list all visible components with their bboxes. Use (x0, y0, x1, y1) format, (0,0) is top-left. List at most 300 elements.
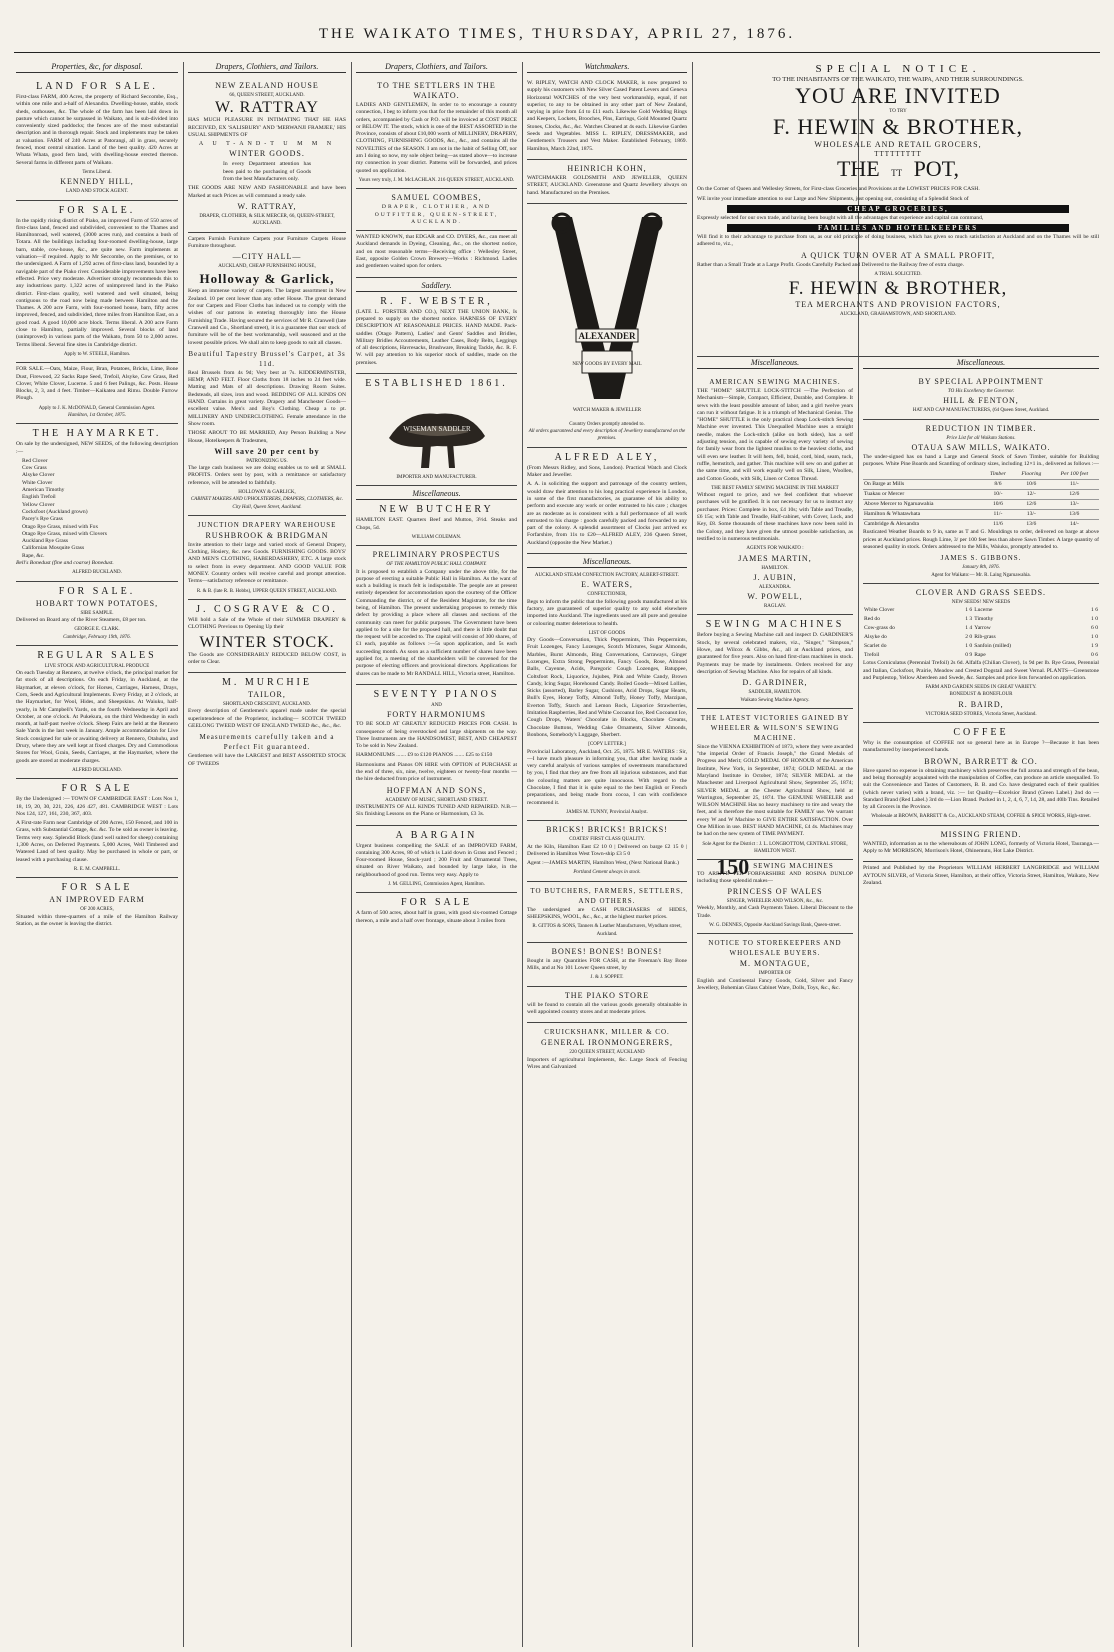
table-cell: 6 0 (1091, 625, 1098, 632)
ad-tail: Waikato Sewing Machine Agency. (740, 697, 810, 703)
ad-patron: PATRONIZING US. (246, 458, 288, 464)
ad-cosgrave (188, 600, 346, 673)
newspaper-title: THE WAIKATO TIMES, THURSDAY, APRIL 27, 1876. (318, 26, 796, 42)
table-cell: White Clover (864, 607, 895, 614)
ad-caption: Country Orders promptly attended to. (569, 421, 645, 427)
ad-title: COFFEE (953, 727, 1009, 739)
seed-list-item: English Trefoil (22, 494, 56, 501)
ad-carpets: Carpets Furnish Furniture Carpets your Furniture Carpets House Furniture throughout. (188, 235, 346, 249)
ad-regular-sales (16, 646, 178, 779)
ad-waters-confectioner (527, 554, 687, 821)
ad-bonedust: BONEDUST & BONEFLOUR (949, 692, 1013, 698)
ad-tail: Importers of agricultural Implements, &c. Large Stock of Fencing Wires and Galvanized (527, 1056, 687, 1070)
ad-public-hall-prospectus (356, 546, 517, 685)
table-cell: Yarrow (974, 625, 991, 632)
ad-body: Bought in any Quantities FOR CASH, at the Freeman's Bay Bone Mills, and at No 101 Lower Queen street, by (527, 957, 687, 972)
ad-title: REDUCTION IN TIMBER. (925, 423, 1037, 433)
hewin-express: Expressly selected for our own trade, and having been bought with all the advantages that experience and capital can command, (697, 214, 984, 221)
ad-body: LADIES AND GENTLEMEN, In order to to encourage a country connection, I beg to inform you that for the remainder of this month all orders, accompanied by Cash or P.O. will be invoiced at COST PRICE or BELOW IT. The stock, which is one of the BEST ASSORTED in the Province, consists of about £10,000 worth of MILLINERY, DRAPERY, CLOTHING, FURNISHING GOODS, &c., &c., and contains all the NOVELTIES of the SEASON. I am not in the habit of Selling Off, nor am I doing so now, my sole object being—as stated above—to increase my connection in your district. Patterns will be forwarded, and prices quoted on application. (356, 102, 517, 174)
ad-title: FOR SALE (61, 783, 133, 795)
ad-body: Without regard to price, and we feel confident that whoever purchases will be gratified. It is not necessary for us to instruct any purchaser. Prices: Complete in box, £4 10s; with Table and Treadle, £6 15s; with Table and Treadle, Half-cabinet, with Cover, Lock, and Key, £8. Some thousands of these machines have now been sold in the Colony, and they have given the utmost possible satisfaction, as testified to in numerous testimonials. (697, 492, 853, 542)
hewin-corner: On the Corner of Queen and Wellesley Streets, for First-class Groceries and Provisions at the LOWEST PRICES FOR CASH. (697, 186, 980, 193)
ad-signature: W. G. DENNES, Opposite Auckland Savings Bank, Queen-street. (709, 923, 841, 929)
ad-signature: W. RATTRAY, (237, 201, 297, 211)
table-cell: Cambridge & Alexandra (863, 520, 983, 530)
ad-signature: WILLIAM COLEMAN. (411, 534, 462, 540)
ad-body: A. A. in soliciting the support and patronage of the country settlers, would draw their attention to his long practical experience in London, in some of the first manufactories, as guarantee of his ability to perform and execute any work or order entrusted to his care ; charges are as moderate as is consistent with a full performance of all work entrusted to his charge : goods carefully packed and forwarded to any part of the colony. A splendid assortment of Clocks just arrived ex Forfarshire, from 11s to £20—ALFRED ALEY, 236 Queen Street, Auckland (opposite the New Market.) (527, 481, 687, 546)
ad-tail: Gentlemen will have the LARGEST and BEST ASSORTED STOCK OF TWEEDS (188, 753, 346, 767)
ad-body: HAMILTON EAST. Quarters Beef and Mutton, 3½d. Steaks and Chops, 5d. (356, 517, 517, 531)
table-cell: Timothy (974, 616, 994, 623)
ad-title: MISSING FRIEND. (940, 829, 1022, 839)
ad-advertiser: RUSHBROOK & BRIDGMAN (205, 530, 329, 540)
ad-missing-friend (863, 826, 1099, 863)
table-cell: 8/6 (983, 480, 1013, 490)
ad-wiseman-saddler (356, 374, 517, 486)
ad-body: Will hold a Sale of the Whole of their SUMMER DRAPERY & CLOTHING Previous to Opening Up their (188, 616, 346, 631)
ad-title: BONES! BONES! BONES! (551, 946, 663, 956)
seed-list-item: Otago Rye Grass, mixed with Clovers (22, 530, 107, 537)
ad-and: AND (431, 702, 442, 708)
ad-title: NEW BUTCHERY (379, 504, 494, 516)
teapot-the: THE (836, 156, 880, 182)
families-banner: FAMILIES AND HOTELKEEPERS (727, 224, 1069, 232)
table-row (863, 520, 1099, 530)
seed-list-item: Californian Mosquite Grass (22, 545, 85, 552)
ad-tail: The large cash business we are doing enables us to sell at SMALL PROFITS. Orders sent by post, with a remittance or satisfactory reference, will be attended to faithfully. (188, 465, 346, 486)
ad-american-sewing (697, 373, 853, 615)
table-row (863, 651, 1099, 660)
ad-montague (697, 934, 853, 998)
teapot-line (697, 158, 1099, 186)
table-row (863, 510, 1099, 520)
ad-title: SEWING MACHINES (753, 862, 834, 871)
ad-body: WATCHMAKER GOLDSMITH AND JEWELLER, QUEEN STREET, AUCKLAND. Greenstone and Quartz Jewellery always on hand. Manufactured on the Premises. (527, 174, 687, 196)
ad-banner: NEW ZEALAND HOUSE (215, 81, 319, 90)
seed-price-table (863, 606, 1099, 660)
ad-150-sewing-machines (697, 860, 853, 934)
table-cell: Alsyke do (864, 634, 887, 641)
imprint (863, 862, 1099, 893)
seed-list-item: Pacey's Rye Grass (22, 516, 63, 523)
ad-body: Since the VIENNA EXHIBITION of 1873, where they were awarded "the imperial Order of Francis Joseph," the Grand Medals of Progress and Merit; GOLD MEDAL OF HONOUR of the American Institute, New York, in September, 1874; GOLD MEDAL at the Maryland Institute in October, 1874; SILVER MEDAL at the Manchester and Liverpool Agricultural Show, September 25, 1874; SILVER MEDAL at the Chester Agricultural Show, held at Warrington, September 25, 1874. The GENUINE WHEELER and WILSON MACHINE Has no heavy machinery to tire and weary the feet, and is therefore the most suitable for FAMILY use. We warrant every W and W Machine to GIVE ENTIRE SATISFACTION. Over One Million in use. BEST HAND MACHINE, £4 4s. Machines may be had on the new system of TIME PAYMENT. (697, 743, 853, 838)
ad-address: 220 QUEEN STREET, AUCKLAND (569, 1050, 645, 1056)
you-are-invited: YOU ARE INVITED (795, 83, 1001, 108)
table-cell: 10/- (983, 490, 1013, 500)
table-row (863, 490, 1099, 500)
ad-subtitle: OF THE HAMILTON PUBLIC HALL COMPANY. (386, 562, 487, 568)
ad-signature: J. & J. SOPPET. (590, 975, 624, 981)
princess-of-wales: PRINCESS OF WALES (727, 887, 823, 897)
table-row (863, 633, 1099, 642)
ad-advertiser: ALFRED BUCKLAND. (72, 570, 122, 576)
trial-solicited: A TRIAL SOLICITED. (874, 272, 922, 278)
ad-title: SEVENTY PIANOS (373, 688, 500, 700)
cheap-groceries-banner: CHEAP GROCERIES, (727, 205, 1069, 213)
ad-samuel-coombes (356, 189, 517, 231)
hewin-role: WHOLESALE AND RETAIL GROCERS, (814, 140, 982, 150)
ad-advertiser: OTAUA SAW MILLS, WAIKATO. (911, 442, 1051, 452)
ad-advertiser: KENNEDY HILL, (60, 177, 134, 187)
ad-gardiner-sewing (697, 615, 853, 708)
ad-title: LAND FOR SALE. (36, 81, 158, 92)
ad-advertiser: ALFRED BUCKLAND. (72, 767, 122, 773)
ad-body: DRAPER, CLOTHIER, AND OUTFITTER, QUEEN-STREET, AUCKLAND. (374, 204, 499, 225)
ad-tail: Weekly, Monthly, and Cash Payments Taken. Liberal Discount to the Trade. (697, 905, 853, 919)
quick-turn-over: A QUICK TURN OVER AT A SMALL PROFIT, (801, 250, 995, 260)
special-notice-to: TO THE INHABITANTS OF THE WAIKATO, THE WAIPA, AND THEIR SURROUNDINGS. (772, 76, 1024, 83)
ad-subtitle: FORTY HARMONIUMS (386, 710, 486, 720)
ad-subtitle: LIVE STOCK AND AGRICULTURAL PRODUCE (44, 663, 150, 669)
table-cell: Hamilton & Whatawhata (863, 510, 983, 520)
table-cell: 13/6 (1013, 520, 1050, 530)
agent-name: J. AUBIN, (753, 572, 797, 582)
ad-number: 150 (716, 860, 750, 880)
hewin-places: AUCKLAND, GRAHAMSTOWN, AND SHORTLAND. (840, 312, 956, 318)
ad-address: SHORTLAND CRESCENT, AUCKLAND. (223, 702, 311, 708)
ad-subtitle: Price List for all Waikato Stations. (946, 435, 1016, 441)
table-row (863, 606, 1099, 615)
ad-list-title: LIST OF GOODS (588, 630, 626, 636)
teapot-letters-top: TTTTTTTTT (874, 150, 922, 159)
ad-body: English and Continental Fancy Goods, Gold, Silver and Fancy Jewellery, Bohemian Glass Cabinet Ware, Dolls, Toys, &c., &c. (697, 977, 853, 991)
ad-body: WANTED, information as to the whereabouts of JOHN LONG, formerly of Victoria Hotel, Tauranga.—Apply to Mr MORRISON, Morrison's Hotel, Ohinemutu, Hot Lake District. (863, 840, 1099, 855)
ad-for-sale-oats (16, 363, 178, 424)
ad-body: Invite attention to their large and varied stock of General Drapery, Clothing, Hosiery, &c. new Goods. FURNISHING GOODS. BOYS' AND MEN'S CLOTHING, HABERDASHERY, ETC. A large stock to select from in every department. AND GOOD VALUE FOR MONEY. Country orders will receive careful and prompt attention. Terms—satisfactory reference or remittance. (188, 541, 346, 585)
special-notice (697, 62, 1099, 354)
table-cell: 11/- (983, 510, 1013, 520)
ad-alexander-jeweller (527, 204, 687, 448)
table-cell: 1 9 (1091, 643, 1098, 650)
ad-body: First-class FARM, 400 Acres, the property of Richard Seccombe, Esq., within one mile and a-half of Alexandra. Dwelling-house, stable, stock sheds, outhouses, &c. The whole of the farm has been laid down in pasture which cannot be surpassed in Waikato, and is sub-divided into conveniently sized paddocks; the fences are of the most substantial description and in thorough repair. Stock and implements may be taken at valuation. FARM of 240 Acres at Patorangi, all in grass, securely fenced, most central situation. Land of the best quality. 420 Acres at Whata Whata, good fern land, with dwelling-house erected thereon. Several farms in different parts of Waikato. (16, 94, 178, 166)
ad-tail: Portland Cement always in stock. (573, 870, 641, 876)
ad-nb: INSTRUMENTS OF ALL KINDS TUNED AND REPAIRED. N.B.—Six finishing Lessons on the Piano or Harmonium, £3 3s. (356, 803, 517, 818)
seed-list-item: Auckland Rye Grass (22, 538, 69, 545)
column-heading: Drapers, Clothiers, and Tailors. (188, 62, 346, 73)
agent-place: HAMILTON. (761, 565, 789, 571)
ad-body: Keep an immense variety of carpets. The largest assortment in New Zealand. 10 per cent lower than any other House. The great demand for our Carpets and Floor Cloths has induced us to comply with the wishes of our patrons in entering thoroughly into the House Furnishing Trade. Having secured the services of Mr R. Cranwell (late Cranwell and Co., Shortland street), it is a guarantee that our stock of furniture will be of the best workmanship, well seasoned and at the lowest possible prices. We shall aim to keep goods to suit all classes. (188, 288, 346, 346)
ad-title: SEWING MACHINES (705, 619, 845, 631)
ad-prices: HARMONIUMS ....... £9 to £120 PIANOS ....... £25 to £150 (356, 752, 493, 759)
hewin-rather: Rather than a Small Trade at a Large Profit. Goods Carefully Packed and Delivered to the Railway free of extra charge. (697, 261, 964, 268)
column-4 (527, 62, 687, 1647)
masthead-rule (14, 52, 1100, 53)
seed-list-item: Cocksfoot (Auckland grown) (22, 508, 88, 515)
ad-caption: IMPORTER AND MANUFACTURER. (396, 475, 477, 481)
table-cell: 10/6 (1013, 480, 1050, 490)
hewin-invite: WE invite your immediate attention to our Large and New Shipments, just opening out, consisting of a Splendid Stock of (697, 195, 969, 202)
masthead (0, 0, 1114, 58)
seed-list-item: Cow Grass (22, 465, 47, 472)
section-heading: Miscellaneous. (527, 557, 687, 568)
ad-subtitle: NEW SEEDS! NEW SEEDS (951, 599, 1011, 605)
ad-ripley-watchmaker (527, 77, 687, 160)
ad-body: WANTED KNOWN, that EDGAR and CO. DYERS, &c., can meet all Auckland demands in Dyeing, Cleaning, &c., on the shortest notice, and on most reasonable terms—Receiving office : Wellesley Street, East, opposite Golden Crown Brewery—Works : Richmond. Ladies and gentlemen waited upon for orders. (356, 234, 517, 270)
table-cell: Sanfoin (milled) (974, 643, 1012, 650)
column-3 (356, 62, 517, 1647)
saddle-illustration (377, 392, 497, 472)
table-cell: 2 0 (965, 634, 973, 641)
ad-signature: HOLLOWAY & GARLICK, (238, 489, 296, 495)
ad-body: THE "HOME" SHUTTLE LOCK-STITCH —The Perfection of Mechanism—Simple, Compact, Efficient, Durable, and Complete. It sews with the least possible amount of labor, and a girl twelve years can run it without fatigue. It is a triumph of Mechanical Genius. The "HOME" SHUTTLE is the only practical cheap Lock-stitch Sewing Machine ever invented. This Unequalled Machine uses a straight needle, makes the Lock-stitch (alike on both sides), has a self adjusting tension, and is capable of sewing every variety of sewing for family wear from the lightest muslins to the heaviest cloths, and will even sew leather. It will hem, fell, braid, cord, bind, seam, tuck, ruffle, hemstitch, and gather. This machine will sew on and gather at the same time, and will work equally well on Silk, Linen, Woollen, and Cotton Goods, with Silk, Linen or Cotton Thread. (697, 388, 853, 482)
ad-extra: Bell's Bonedust (fine and coarse) Bonedust. (16, 560, 114, 567)
agent-place: RAGLAN. (763, 604, 787, 610)
ad-title: PRELIMINARY PROSPECTUS (372, 550, 501, 560)
ad-holloway-garlick (188, 233, 346, 516)
ad-terms: Terms Liberal. (82, 169, 112, 175)
table-row (863, 642, 1099, 651)
column-heading: Watchmakers. (527, 62, 687, 73)
ad-wheeler-wilson (697, 709, 853, 860)
ad-date: Cambridge, February 19th, 1876. (63, 634, 131, 640)
ad-body: Urgent business compelling the SALE of an IMPROVED FARM, containing 300 Acres, 80 of which is Laid down in Grass and Fenced ; Four-roomed House, Stock-yard ; 200 Fruit and Ornamental Trees, situated on River Waikato, and bounded by large lake, in the neighbourhood of good run. Terms very easy. Apply to (356, 842, 517, 878)
ad-title: NOTICE TO STOREKEEPERS AND WHOLESALE BUYERS. (708, 939, 842, 958)
ad-prices: At the Kiln, Hamilton East £2 10 0 | Delivered on barge £2 15 0 | Delivered in Hamilton West Town-ship £3 5 0 (527, 843, 687, 857)
ad-body: W. RIPLEY, WATCH AND CLOCK MAKER, is now prepared to supply his customers with New Silver Cased Patent Levers and Geneva Horizontal WATCHES of the very best workmanship, equal, if not superior, to any to be obtained in any other part of New Zealand, varying in price from £4 to £11 each. Likewise Gold Wedding Rings and Keepers, Lockets, Brooches, Pins, Earrings, Gold Mounted Quartz Stones, Clocks, &c., &c. Watches Cleaned at 4s each. Likewise Garden Seeds and Vegetables. MISS L. RIPLEY, DRESSMAKER, and Gentlemen's Trousers and Vest Maker. Established February, 1869. Hamilton, March 22nd, 1875. (527, 80, 687, 152)
table-cell: 12/- (1013, 490, 1050, 500)
seed-list-item: Yellow Clover (22, 501, 55, 508)
ad-body: Have spared no expense in obtaining machinery which preserves the full aroma and strength of the bean, and being thoroughly acquainted with the manipulation of Coffee, can produce an article unequalled. To suit the Convenience and Tastes of Customers, B. B. and Co. have designated each of their qualities (which never varies) with a brand, viz. :— 1st Quality—Excelsior Brand (Green Label.) 2nd do —Standard Brand (Red Label.) 3rd do —Lion Brand. Packed in 1, 2, 4, 6, 7, 14, 28, and 40lb Tins. Retailed by all Grocers in the Province. (863, 767, 1099, 811)
ad-new-zealand-house (188, 77, 346, 233)
table-cell: Rape (974, 652, 986, 659)
table-cell: On Barge at Mills (863, 480, 983, 490)
ad-city-address: AUCKLAND, CHEAP FURNISHING HOUSE, (218, 264, 316, 270)
column-rule (183, 62, 184, 1647)
ad-measurements: Measurements carefully taken and a Perfect Fit guaranteed. (199, 733, 335, 752)
ad-bargain (356, 826, 517, 894)
ad-hobart-potatoes (16, 582, 178, 646)
ad-butchers-farmers (527, 882, 687, 943)
ad-title: SAMUEL COOMBES, (391, 193, 482, 203)
ad-best: THE BEST FAMILY SEWING MACHINE IN THE MARKET (711, 485, 839, 491)
ad-body: By the Undersigned :— TOWN OF CAMBRIDGE EAST : Lots Nos 1, 18, 19, 20, 30, 221, 226, 426 427, 481. CAMBRIDGE WEST : Lots Nos 124, 127, 161, 230, 367, 403. (16, 796, 178, 817)
ad-subtitle: AN IMPROVED FARM (49, 895, 145, 905)
seed-list-item: Alsyke Clover (22, 472, 55, 479)
ad-clover-grass-seeds (863, 584, 1099, 723)
special-notice-heading: SPECIAL NOTICE. (815, 63, 981, 75)
column-rule (351, 62, 352, 1647)
ad-title: CRUICKSHANK, MILLER & CO. (544, 1028, 670, 1037)
alexander-name: ALEXANDER (578, 330, 636, 341)
ad-bricks (527, 821, 687, 881)
ad-body: Situated within three-quarters of a mile of the Hamilton Railway Station, as the owner is leaving the district. (16, 913, 178, 927)
ad-address: 66, QUEEN STREET, AUCKLAND. (229, 93, 305, 98)
column-6 (697, 358, 853, 1647)
ad-agent: Agent :—JAMES MARTIN, Hamilton West, (Next National Bank.) (527, 860, 679, 867)
ad-tail: The Goods are CONSIDERABLY REDUCED BELOW COST, in order to Clear. (188, 651, 346, 665)
ad-body: TO ARRIVE PER FORFARSHIRE AND ROSINA DUNLOP including those splendid makes— (697, 870, 853, 884)
ad-body: TO BE SOLD AT GREATLY REDUCED PRICES FOR CASH. In consequence of being overstocked and large shipments on the way. Three Instruments are the HANDSOMEST, BEST, AND CHEAPEST To be sold in New Zealand. (356, 721, 517, 750)
ad-title: ESTABLISHED 1861. (365, 378, 508, 390)
ad-married: THOSE ABOUT TO BE MARRIED, Any Person Building a New House, Hotelkeepers & Tradesmen, (188, 430, 346, 444)
ad-role: TAILOR, (248, 690, 286, 700)
ad-new-butchery (356, 486, 517, 546)
ad-subtitle: (From Messrs Ridley, and Sons, London). Practical Watch and Clock Maker and Jeweller. (527, 464, 687, 479)
ad-title: FOR SALE (61, 882, 133, 894)
ad-cruickshank-miller (527, 1023, 687, 1077)
ad-body: It is proposed to establish a Company under the above title, for the purpose of erecting a suitable Public Hall in Hamilton. As the want of such a building is much felt is indisputable. The people are at present entirely dependent for accommodation upon the courtesy of the Officer Commanding the district, or of the Resident Magistrate, for the time being, of Hamilton. The present undertaking proposes to remedy this defect by providing a place where all classes and sections of the community can meet for public purposes. The Government have been applied to for a site for the proposed hall, and there is little doubt that the request will be acceded to. The capital will consist of 300 shares, of £1 each, payable as follows :—5s upon application, and 5s each succeeding month. As soon as a sufficient number of shares have been applied for, a meeting of the shareholders will be convened for the purpose of electing officers and provisional directors. Applications for shares can be made to Mr RANDALL HILL, Victoria street, Hamilton. (356, 568, 517, 677)
ad-sub: SIBE SAMPLE. (80, 610, 114, 616)
ad-coffee (863, 723, 1099, 826)
timber-price-table (863, 470, 1099, 529)
table-cell: Lucerne (974, 607, 993, 614)
ad-title: ALFRED ALEY, (554, 451, 660, 463)
ad-title: FOR SALE. (58, 585, 136, 597)
ad-signature: Yours very truly, J. M. McLACHLAN. 216 QUEEN STREET, AUCKLAND. (358, 177, 515, 183)
ad-title: CLOVER AND GRASS SEEDS. (915, 587, 1047, 597)
ad-title: AUCKLAND STEAM CONFECTION FACTORY, ALBERT-STREET. (534, 573, 680, 579)
table-cell: Red do (864, 616, 881, 623)
ad-title: THE HAYMARKET. (32, 428, 162, 440)
ad-box: In every Department attention has been paid to the purchasing of Goods from the best Manufacturers only. (223, 161, 311, 183)
ad-subtitle: TO His Excellency the Governor. (947, 389, 1015, 394)
ad-advertiser: Holloway & Garlick, (199, 271, 335, 287)
table-header-cell (863, 470, 983, 480)
ad-body: HAS MUCH PLEASURE IN INTIMATING THAT HE HAS RECEIVED, EX 'SALISBURY' AND 'MERWANJI FRAMJEE,' HIS USUAL SHIPMENTS OF (188, 117, 346, 138)
table-cell: 12/6 (1013, 500, 1050, 510)
table-cell: 0 6 (1091, 652, 1098, 659)
ad-agent: Agent for Waikato:— Mr. R. Laing Ngaruawahia. (931, 572, 1031, 578)
ad-farm-seeds: FARM AND GARDEN SEEDS IN GREAT VARIETY. (925, 685, 1037, 691)
agent-place: ALEXANDRA. (758, 584, 792, 590)
ad-role: ACADEMY OF MUSIC, SHORTLAND STREET. (385, 797, 488, 803)
seed-list-item: White Clover (22, 479, 53, 486)
ad-role: HAT AND CAP MANUFACTURERS, (64 Queen Street, Auckland. (912, 408, 1050, 414)
ad-role: CONFECTIONER, (587, 592, 627, 598)
teapot-letters: TT (891, 168, 903, 179)
section-heading: Miscellaneous. (356, 489, 517, 500)
table-cell: 11/6 (983, 520, 1013, 530)
ad-note: THE GOODS ARE NEW AND FASHIONABLE and have been Marked at such Prices as will command a ready sale. (188, 185, 346, 199)
ad-for-sale-piako (16, 201, 178, 364)
ad-advertiser: M. MONTAGUE, (739, 959, 811, 969)
ad-otaua-saw-mills (863, 420, 1099, 584)
ad-tail: Lotus Corniculatus (Perennial Trefoil) 2s 6d. Alfalfa (Chilian Clover), 1s 9d per lb. Rye Grass, Perennial and Italian, Cocksfoot, Prairie, Meadow and Crested Dogstail and Sweet Vernal. PLANTS—Greenstone and Purplestop, Yellow Aberdeen and Swede, &c. Samples and price lists forwarded on application. (863, 660, 1099, 681)
ad-settlers-waikato (356, 77, 517, 189)
ad-signature: R. & B. (late R. B. Hobbs), UPPER QUEEN STREET, AUCKLAND. (196, 588, 338, 594)
ad-body: FOR SALE.—Oats, Maize, Flour, Bran, Potatoes, Bricks, Lime, Bone Dust, Firewood, 22 Sacks Rape Seed, Trefoil, Alsyke, Cow Grass, Red Clover, White Clover, Lucerne. 5 and 6 feet Palings, &c. Posts. House Blocks, 2, 3, and 4 feet. Timber—Kaikatea and Rimu. Double Furrow Plough. (16, 366, 178, 402)
table-header-cell: Timber (990, 471, 1006, 478)
ad-copy-letter: [COPY LETTER.] (588, 742, 626, 748)
ad-city-hall: —CITY HALL— (232, 252, 302, 262)
ad-title: A BARGAIN (395, 829, 478, 841)
ad-subtitle: GENERAL IRONMONGERERS, (541, 1038, 673, 1048)
alexander-new-goods: NEW GOODS BY EVERY MAIL (572, 361, 642, 367)
table-cell: Tuakau or Mercer (863, 490, 983, 500)
ad-title: REGULAR SALES (37, 649, 157, 661)
agent-name: W. POWELL, (747, 592, 803, 602)
ad-body: Every description of Gentlemen's apparel made under the special superintendence of the Proprietor, including— SCOTCH TWEED GEELONG TWEED WEST OF ENGLAND TWEED &c., &c., &c. (188, 708, 346, 730)
ad-sub: OF 200 ACRES, (80, 907, 114, 913)
ad-signature: JAMES M. TUNNY, Provincial Analyst. (566, 809, 648, 815)
column-2 (188, 62, 346, 1647)
ad-date: January 8th, 1876. (962, 565, 1000, 571)
ad-hill-fenton (863, 373, 1099, 420)
column-heading: Miscellaneous. (863, 358, 1099, 369)
table-cell: 13/- (1013, 510, 1050, 520)
table-cell: 13/- (1050, 500, 1099, 510)
agent-name: JAMES MARTIN, (738, 553, 812, 563)
table-cell: Trefoil (864, 652, 880, 659)
table-row (863, 480, 1099, 490)
saddle-maker-mark: WISEMAN SADDLER (402, 425, 471, 434)
ad-subtitle: HOBART TOWN POTATOES, (35, 598, 159, 608)
jewellery-illustration (532, 209, 682, 419)
ad-title: HEINRICH KOHN, (567, 163, 647, 173)
ad-title: TO BUTCHERS, FARMERS, SETTLERS, AND OTHERS. (530, 886, 684, 905)
ad-body: In the rapidly rising district of Piako, an improved Farm of 550 acres of first-class land, fenced and subdivided, convenient to the Thames and Hamiltonroad, well watered, (3000 acres run), and contains a bush of Totara. All the buildings including four-roomed dwelling-house, large barn, stable, cow-house, &c., are quite new. Farm implements at valuation—if required. Apply to Mr Seccombe, on the premises, or to the undersigned. A Farm of 1,292 acres of first-class land, bounded by a navigable part of the Piako river. Considerable improvements have been effected. Price very moderate. Advertiser strongly recommends this to any industrious party. 1,322 acres of unimproved land in the Piako district. First-class quality, well watered and well situated, being contiguous to the road now being made between Hamilton and the Thames. A 200 acre Farm, with four-roomed house, barn, fifty acres improved, fenced, and subdivided, three miles from Hamilton East, on a good road. A good 10,000 acre block. Terms liberal. A 200 acre Farm close to Hamilton, partially improved. Several blocks of land (unimproved) in various parts of the Waikato, from 50 to 2,000 acres. Terms liberal. Several fine sites in Cambridge district. (16, 217, 178, 348)
hewin-find: Will find it to their advantage to purchase from us, as our old principle of doing business, which has given so much satisfaction at Auckland and on the Thames will be still adhered to, viz., (697, 234, 1099, 248)
ad-advertiser: W. RATTRAY (215, 99, 319, 117)
ad-letter: Provincial Laboratory, Auckland, Oct. 25, 1875. MR E. WATERS : Sir,—I have much pleasure in informing you, that after having made a very careful analysis of various samples of sweetmeats manufactured by you, I find that they are free from all injurious substances, and that the colouring matters are quite innocuous. With regard to the Chocolate, I find that it is quite equal to the best English or French preparations, and being made from cocoa, I can with confidence recommend it. (527, 748, 687, 806)
table-cell: 0 9 (965, 652, 973, 659)
ad-signature: Wholesale at BROWN, BARRETT & Co., AUCKLAND STEAM, COFFEE & SPICE WORKS, High-street. (871, 814, 1091, 820)
ad-role: SADDLER, HAMILTON. (748, 690, 802, 696)
imprint-text: Printed and Published by the Proprietors WILLIAM HERBERT LANGBRIDGE and WILLIAM AYTOUN SILVER, of Victoria Street, Hamilton, at their office, Victoria Street, Hamilton, Waikato, New Zealand. (863, 865, 1099, 886)
table-cell: 14/- (1050, 520, 1099, 530)
ad-apply: Apply to W. STEELE, Hamilton. (63, 351, 131, 357)
ad-piako-store (527, 987, 687, 1024)
ad-caption: All orders guaranteed and every description of Jewellery manufactured on the premises. (528, 429, 686, 442)
table-cell: 11/- (1050, 480, 1099, 490)
ad-bones (527, 943, 687, 987)
ad-makes: SINGER, WHEELER AND WILSON, &c., &c. (726, 899, 824, 905)
table-row (863, 615, 1099, 624)
ad-tail: Harmoniums and Pianos ON HIRE with OPTION of PURCHASE at the end of three, six, nine, twelve, eighteen or twenty-four months —the hire deducted from price of instrument. (356, 761, 517, 783)
ad-body: A First-rate Farm near Cambridge of 200 Acres, 150 Fenced, and 100 in Grass, with Substantial Cottage, &c. &c. To be sold as owner is leaving. Terms very easy. Splendid Block (land well suited for sheep) containing 1,300 Acres, on Deferred Payments. 5,000 Acres, Well Timbered and Watered Land of best quality. May be purchased in whole or part, or leased with a purchasing clause. (16, 820, 178, 863)
ad-signature: R. BAIRD, (958, 699, 1004, 709)
ad-subtitle: COATES' FIRST CLASS QUALITY. (569, 837, 645, 843)
ad-body: Delivered on Board any of the River Steamers, £8 per ton. (16, 616, 147, 623)
table-row (863, 500, 1099, 510)
ad-advertiser: E. WATERS, (581, 580, 633, 590)
column-rule (522, 62, 523, 1647)
ad-signature-role: DRAPER, CLOTHIER, & SILK MERCER, 66, QUEEN-STREET, AUCKLAND. (199, 213, 335, 227)
ad-body: The under-signed has on hand a Large and General Stock of Sawn Timber, suitable for Building purposes. White Pine Boards and Scantling of ordinary sizes, including 12×1 in., delivered as follows :— (863, 453, 1099, 468)
table-cell: 1 0 (1091, 634, 1098, 641)
table-cell: 1 0 (965, 643, 973, 650)
ad-advertiser: HILL & FENTON, (943, 396, 1019, 406)
seed-list-item: American Timothy (22, 487, 65, 494)
ad-signature: R. GITTOS & SONS, Tanners & Leather Manufacturers, Wyndham street, Auckland. (532, 924, 682, 937)
ad-title: BRICKS! BRICKS! BRICKS! (546, 825, 668, 835)
ad-signature: J. M. GELLING, Commission Agent, Hamilton. (388, 882, 485, 887)
ad-title: J. COSGRAVE & CO. (196, 603, 338, 615)
ad-title: BY SPECIAL APPOINTMENT (918, 377, 1044, 386)
column-heading: Miscellaneous. (697, 358, 853, 369)
ad-body: Why is the consumption of COFFEE not so general here as in Europe ?—Because it has been manufactured by inexperienced hands. (863, 740, 1099, 754)
table-cell: 1 3 (965, 616, 973, 623)
ad-body: Begs to inform the public that the following goods manufactured at his factory, are guaranteed of superior quality to any sold elsewhere imported into Auckland. The ingredients used are all pure and genuine or colouring matter deleterious to health. (527, 598, 687, 627)
ad-save: Will save 20 per cent by (214, 446, 320, 456)
seed-list (16, 458, 178, 560)
ad-body: will be found to contain all the various goods generally obtainable in well appointed country stores and at moderate prices. (527, 1001, 687, 1016)
ad-seventy-pianos (356, 685, 517, 826)
ad-alfred-aley (527, 448, 687, 554)
ad-role: IMPORTER OF (758, 971, 792, 977)
ad-title: TO THE SETTLERS IN THE WAIKATO. (377, 81, 496, 100)
ad-body: A farm of 500 acres, about half in grass, with good six-roomed Cottage thereon, a mile and a half over frontage, situate about 3 miles from (356, 910, 517, 924)
ad-heinrich-kohn (527, 160, 687, 204)
ad-signature: JAMES S. GIBBONS. (940, 554, 1022, 563)
ad-body: The undersigned are CASH PURCHASERS of HIDES, SHEEPSKINS, WOOL, &c., &c., at the highest market prices. (527, 906, 687, 920)
special-notice-rule (697, 356, 1099, 357)
ad-title: JUNCTION DRAPERY WAREHOUSE (197, 520, 337, 529)
ad-title: R. F. WEBSTER, (380, 295, 493, 307)
ad-apply: Apply to J. K. McDONALD, General Commission Agent. (38, 405, 156, 411)
column-heading: Properties, &c, for disposal. (16, 62, 178, 73)
table-row (863, 624, 1099, 633)
